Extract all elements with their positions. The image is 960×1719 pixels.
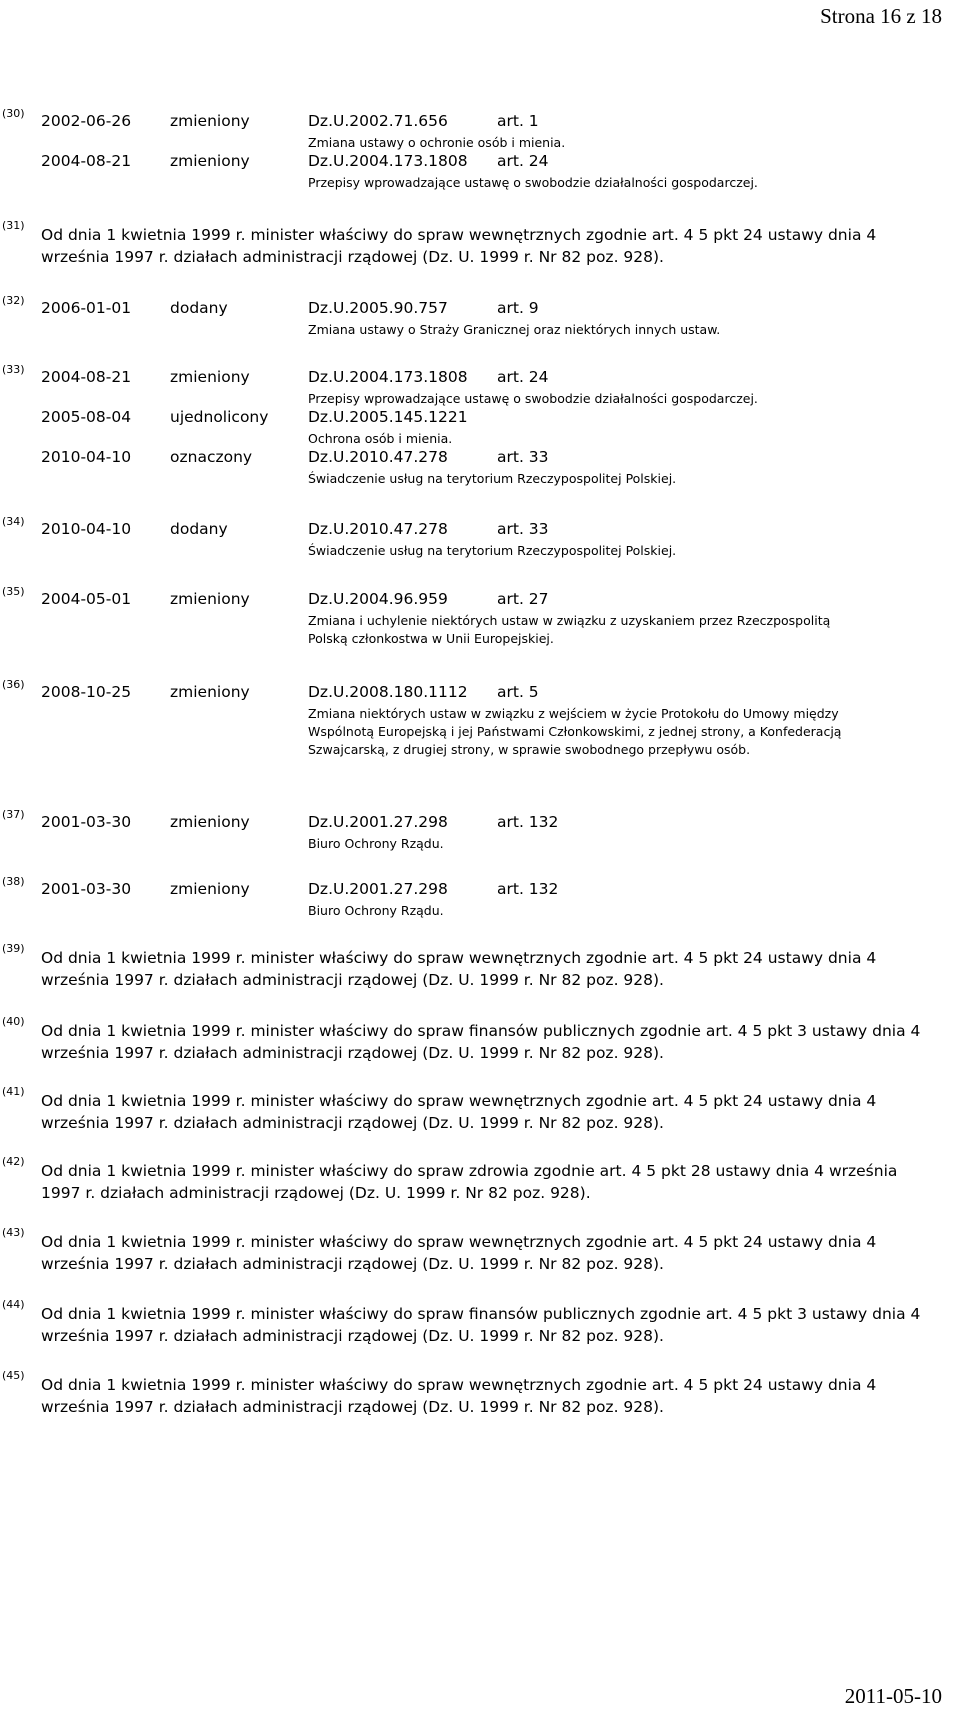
change-article: art. 24 — [497, 152, 549, 170]
change-date: 2004-05-01 — [41, 590, 132, 608]
footnote — [0, 1015, 960, 1064]
change-article: art. 33 — [497, 448, 549, 466]
change-action: dodany — [170, 520, 228, 538]
change-date: 2010-04-10 — [41, 520, 132, 538]
footnote-number: (44) — [2, 1298, 25, 1311]
footnote-text: Od dnia 1 kwietnia 1999 r. minister właściwy do spraw wewnętrznych zgodnie art. 4 5 pkt 24 ustawy dnia 4 września 1997 r. działach administracji rządowej (Dz. U. 1999 r. Nr 82 poz. 928). — [41, 1376, 877, 1416]
footnote-text: Od dnia 1 kwietnia 1999 r. minister właściwy do spraw finansów publicznych zgodnie art. 4 5 pkt 3 ustawy dnia 4 września 1997 r. działach administracji rządowej (Dz. U. 1999 r. Nr 82 poz. 928). — [41, 1022, 921, 1062]
change-reference: Dz.U.2008.180.1112 — [308, 683, 468, 701]
footnote-number: (39) — [2, 942, 25, 955]
change-row — [0, 880, 960, 902]
footnote-text: Od dnia 1 kwietnia 1999 r. minister właściwy do spraw wewnętrznych zgodnie art. 4 5 pkt 24 ustawy dnia 4 września 1997 r. działach administracji rządowej (Dz. U. 1999 r. Nr 82 poz. 928). — [41, 949, 877, 989]
change-date: 2001-03-30 — [41, 813, 132, 831]
footnote-text: Od dnia 1 kwietnia 1999 r. minister właściwy do spraw wewnętrznych zgodnie art. 4 5 pkt 24 ustawy dnia 4 września 1997 r. działach administracji rządowej (Dz. U. 1999 r. Nr 82 poz. 928). — [41, 1233, 877, 1273]
footnote — [0, 1298, 960, 1347]
change-action: zmieniony — [170, 813, 250, 831]
change-article: art. 33 — [497, 520, 549, 538]
change-reference: Dz.U.2002.71.656 — [308, 112, 448, 130]
change-action: zmieniony — [170, 368, 250, 386]
footnote — [0, 294, 960, 339]
footnote-number: (37) — [2, 808, 25, 821]
change-row — [0, 683, 960, 705]
footnote — [0, 107, 960, 192]
change-description: Biuro Ochrony Rządu. — [308, 836, 444, 851]
footnote — [0, 219, 960, 268]
footnote — [0, 1226, 960, 1275]
change-action: oznaczony — [170, 448, 253, 466]
footnote-number: (33) — [2, 363, 25, 376]
change-action: dodany — [170, 299, 228, 317]
change-row — [0, 299, 960, 321]
change-description: Świadczenie usług na terytorium Rzeczypospolitej Polskiej. — [308, 543, 677, 558]
change-action: zmieniony — [170, 112, 250, 130]
change-reference: Dz.U.2004.96.959 — [308, 590, 448, 608]
change-article: art. 1 — [497, 112, 539, 130]
footnote-number: (30) — [2, 107, 25, 120]
change-date: 2010-04-10 — [41, 448, 132, 466]
change-action: ujednolicony — [170, 408, 269, 426]
change-action: zmieniony — [170, 152, 250, 170]
change-reference: Dz.U.2010.47.278 — [308, 448, 448, 466]
footnote — [0, 585, 960, 648]
footnote — [0, 875, 960, 920]
change-date: 2002-06-26 — [41, 112, 132, 130]
change-date: 2004-08-21 — [41, 152, 132, 170]
change-action: zmieniony — [170, 880, 250, 898]
footnote-number: (36) — [2, 678, 25, 691]
change-reference: Dz.U.2001.27.298 — [308, 880, 448, 898]
change-date: 2008-10-25 — [41, 683, 132, 701]
change-description: Świadczenie usług na terytorium Rzeczypospolitej Polskiej. — [308, 471, 677, 486]
change-description: Biuro Ochrony Rządu. — [308, 903, 444, 918]
footnote-number: (45) — [2, 1369, 25, 1382]
footnote-text: Od dnia 1 kwietnia 1999 r. minister właściwy do spraw wewnętrznych zgodnie art. 4 5 pkt 24 ustawy dnia 4 września 1997 r. działach administracji rządowej (Dz. U. 1999 r. Nr 82 poz. 928). — [41, 226, 877, 266]
footnote-number: (32) — [2, 294, 25, 307]
footnote-number: (35) — [2, 585, 25, 598]
change-description: Zmiana ustawy o ochronie osób i mienia. — [308, 135, 566, 150]
change-article: art. 9 — [497, 299, 539, 317]
footnote-number: (40) — [2, 1015, 25, 1028]
change-row — [0, 112, 960, 134]
change-reference: Dz.U.2005.90.757 — [308, 299, 448, 317]
change-date: 2006-01-01 — [41, 299, 132, 317]
change-date: 2001-03-30 — [41, 880, 132, 898]
footnote — [0, 1085, 960, 1134]
footer-date: 2011-05-10 — [844, 1684, 942, 1708]
change-description: Zmiana i uchylenie niektórych ustaw w związku z uzyskaniem przez Rzeczpospolitą Polską członkostwa w Unii Europejskiej. — [308, 613, 831, 646]
change-description: Zmiana ustawy o Straży Granicznej oraz niektórych innych ustaw. — [308, 322, 721, 337]
change-action: zmieniony — [170, 590, 250, 608]
footnote-number: (31) — [2, 219, 25, 232]
change-article: art. 5 — [497, 683, 539, 701]
footnote — [0, 1369, 960, 1418]
change-reference: Dz.U.2005.145.1221 — [308, 408, 468, 426]
change-description: Przepisy wprowadzające ustawę o swobodzie działalności gospodarczej. — [308, 175, 758, 190]
change-article: art. 132 — [497, 880, 559, 898]
footnote-text: Od dnia 1 kwietnia 1999 r. minister właściwy do spraw finansów publicznych zgodnie art. 4 5 pkt 3 ustawy dnia 4 września 1997 r. działach administracji rządowej (Dz. U. 1999 r. Nr 82 poz. 928). — [41, 1305, 921, 1345]
footnote — [0, 515, 960, 560]
change-description: Ochrona osób i mienia. — [308, 431, 453, 446]
change-article: art. 24 — [497, 368, 549, 386]
footnote-number: (34) — [2, 515, 25, 528]
footnote — [0, 942, 960, 991]
page-number: Strona 16 z 18 — [820, 4, 942, 28]
footnote-number: (38) — [2, 875, 25, 888]
change-row — [0, 408, 960, 430]
change-date: 2005-08-04 — [41, 408, 132, 426]
change-row — [0, 152, 960, 174]
change-reference: Dz.U.2010.47.278 — [308, 520, 448, 538]
footnote — [0, 808, 960, 853]
change-action: zmieniony — [170, 683, 250, 701]
change-reference: Dz.U.2004.173.1808 — [308, 368, 468, 386]
footnote — [0, 1155, 960, 1204]
change-reference: Dz.U.2001.27.298 — [308, 813, 448, 831]
change-row — [0, 590, 960, 612]
footnote — [0, 363, 960, 488]
footnote-number: (43) — [2, 1226, 25, 1239]
change-row — [0, 520, 960, 542]
footnote-number: (42) — [2, 1155, 25, 1168]
change-row — [0, 813, 960, 835]
change-row — [0, 448, 960, 470]
change-article: art. 27 — [497, 590, 549, 608]
change-article: art. 132 — [497, 813, 559, 831]
footnote — [0, 678, 960, 759]
change-date: 2004-08-21 — [41, 368, 132, 386]
change-description: Przepisy wprowadzające ustawę o swobodzie działalności gospodarczej. — [308, 391, 758, 406]
footnote-text: Od dnia 1 kwietnia 1999 r. minister właściwy do spraw zdrowia zgodnie art. 4 5 pkt 28 ustawy dnia 4 września 1997 r. działach administracji rządowej (Dz. U. 1999 r. Nr 82 poz. 928). — [41, 1162, 898, 1202]
change-description: Zmiana niektórych ustaw w związku z wejściem w życie Protokołu do Umowy między Wspólnotą Europejską i jej Państwami Członkowskimi, z jednej strony, a Konfederacją Szwajcarską, z drugiej strony, w sprawie swobodnego przepływu osób. — [308, 706, 842, 757]
footnote-text: Od dnia 1 kwietnia 1999 r. minister właściwy do spraw wewnętrznych zgodnie art. 4 5 pkt 24 ustawy dnia 4 września 1997 r. działach administracji rządowej (Dz. U. 1999 r. Nr 82 poz. 928). — [41, 1092, 877, 1132]
change-row — [0, 368, 960, 390]
change-reference: Dz.U.2004.173.1808 — [308, 152, 468, 170]
footnote-number: (41) — [2, 1085, 25, 1098]
